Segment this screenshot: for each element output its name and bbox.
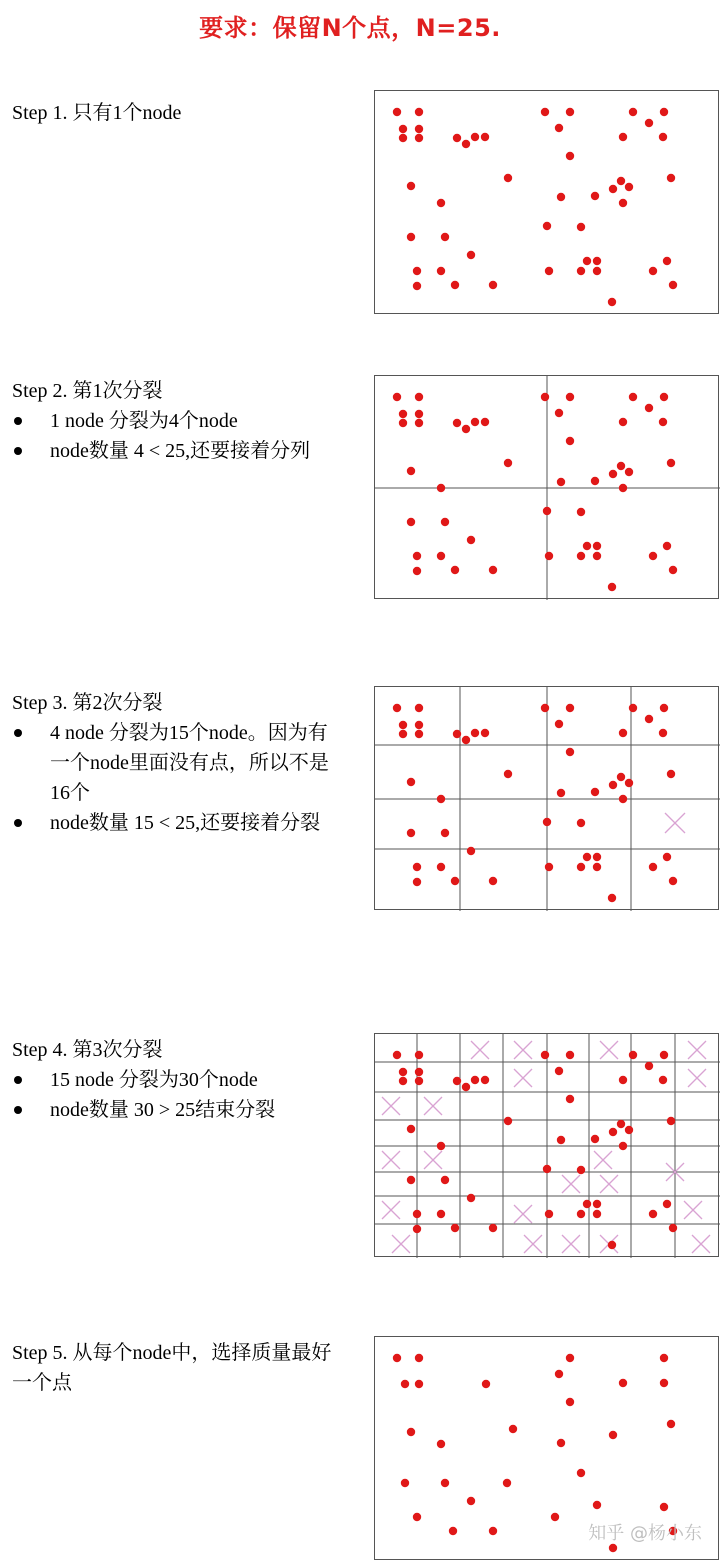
feature-point [489,566,497,574]
step-3-panel [374,686,719,910]
feature-point [413,282,421,290]
feature-point [583,257,591,265]
feature-point [609,1431,617,1439]
feature-point [441,233,449,241]
feature-point [619,1142,627,1150]
feature-point [609,1544,617,1552]
feature-point [543,507,551,515]
feature-point [577,267,585,275]
feature-point [591,477,599,485]
feature-point [659,133,667,141]
feature-point [413,552,421,560]
feature-point [415,1354,423,1362]
feature-point [608,583,616,591]
step-2-text [12,376,347,466]
feature-point [663,257,671,265]
feature-point [625,779,633,787]
feature-point [509,1425,517,1433]
feature-point [415,704,423,712]
feature-point [660,1503,668,1511]
feature-point [625,183,633,191]
feature-point [415,419,423,427]
feature-point [482,1380,490,1388]
feature-point [645,119,653,127]
feature-point [415,1077,423,1085]
feature-point [566,108,574,116]
feature-point [407,1176,415,1184]
feature-point [669,1224,677,1232]
feature-point [453,730,461,738]
step-2-diagram [375,376,720,600]
feature-point [413,1513,421,1521]
feature-point [663,1200,671,1208]
feature-point [451,877,459,885]
feature-point [393,1051,401,1059]
feature-point [577,552,585,560]
feature-point [667,1420,675,1428]
feature-point [660,1379,668,1387]
feature-point [619,484,627,492]
bullet-item: 15 node 分裂为30个node [12,1065,347,1095]
feature-point [591,788,599,796]
feature-point [617,1120,625,1128]
feature-point [555,409,563,417]
feature-point [649,863,657,871]
feature-point [541,1051,549,1059]
feature-point [557,789,565,797]
feature-point [566,748,574,756]
feature-point [629,393,637,401]
feature-point [545,863,553,871]
feature-point [619,418,627,426]
feature-point [413,878,421,886]
feature-point [489,1224,497,1232]
feature-point [481,133,489,141]
feature-point [393,393,401,401]
feature-point [608,1241,616,1249]
feature-point [566,1354,574,1362]
feature-point [504,174,512,182]
feature-point [393,108,401,116]
feature-point [451,281,459,289]
bullet-item: 1 node 分裂为4个node [12,406,347,436]
feature-point [543,818,551,826]
step-heading: Step 4. 第3次分裂 [12,1039,163,1061]
feature-point [667,174,675,182]
feature-point [415,1068,423,1076]
feature-point [608,894,616,902]
feature-point [609,470,617,478]
feature-point [545,267,553,275]
feature-point [462,425,470,433]
feature-point [471,1076,479,1084]
feature-point [619,1379,627,1387]
step-4-text [12,1035,347,1125]
feature-point [577,1166,585,1174]
feature-point [471,729,479,737]
feature-point [557,1136,565,1144]
step-2-panel [374,375,719,599]
feature-point [503,1479,511,1487]
feature-point [667,770,675,778]
bullet-item: 4 node 分裂为15个node。因为有一个node里面没有点，所以不是16个 [12,718,347,808]
bullet-item: node数量 15 < 25,还要接着分裂 [12,808,347,838]
feature-point [545,552,553,560]
step-4-diagram [375,1034,720,1258]
feature-point [451,566,459,574]
feature-point [566,152,574,160]
feature-point [593,1210,601,1218]
feature-point [593,542,601,550]
feature-point [393,704,401,712]
feature-point [437,1142,445,1150]
feature-point [462,140,470,148]
feature-point [669,566,677,574]
feature-point [413,863,421,871]
feature-point [407,518,415,526]
feature-point [437,267,445,275]
feature-point [413,267,421,275]
feature-point [399,410,407,418]
feature-point [407,182,415,190]
feature-point [489,877,497,885]
feature-point [441,1176,449,1184]
feature-point [399,134,407,142]
feature-point [407,778,415,786]
step-heading: Step 1. 只有1个node [12,102,182,124]
feature-point [441,518,449,526]
step-heading: Step 5. 从每个node中，选择质量最好一个点 [12,1342,332,1394]
feature-point [471,133,479,141]
feature-point [593,267,601,275]
feature-point [399,721,407,729]
feature-point [577,863,585,871]
feature-point [577,508,585,516]
feature-point [566,1398,574,1406]
feature-point [629,1051,637,1059]
feature-point [609,1128,617,1136]
bullet-item: node数量 4 < 25,还要接着分列 [12,436,347,466]
feature-point [504,770,512,778]
feature-point [401,1479,409,1487]
step-1-diagram [375,91,720,315]
feature-point [441,1479,449,1487]
feature-point [617,462,625,470]
feature-point [413,1225,421,1233]
feature-point [462,736,470,744]
feature-point [660,108,668,116]
feature-point [462,1083,470,1091]
feature-point [437,552,445,560]
feature-point [566,1095,574,1103]
feature-point [489,281,497,289]
step-3-diagram [375,687,720,911]
feature-point [566,437,574,445]
feature-point [437,199,445,207]
feature-point [659,729,667,737]
feature-point [593,552,601,560]
feature-point [619,133,627,141]
feature-point [591,1135,599,1143]
feature-point [504,459,512,467]
feature-point [660,704,668,712]
feature-point [583,853,591,861]
feature-point [415,410,423,418]
feature-point [555,1067,563,1075]
feature-point [399,125,407,133]
feature-point [649,1210,657,1218]
step-heading: Step 2. 第1次分裂 [12,380,163,402]
feature-point [645,1062,653,1070]
feature-point [629,704,637,712]
feature-point [467,536,475,544]
feature-point [583,1200,591,1208]
feature-point [407,467,415,475]
feature-point [659,1076,667,1084]
feature-point [471,418,479,426]
step-5-text [12,1338,347,1398]
feature-point [407,829,415,837]
feature-point [660,1051,668,1059]
feature-point [441,829,449,837]
feature-point [667,1117,675,1125]
feature-point [617,177,625,185]
feature-point [415,393,423,401]
feature-point [591,192,599,200]
feature-point [669,877,677,885]
feature-point [645,715,653,723]
feature-point [593,1200,601,1208]
feature-point [608,298,616,306]
feature-point [609,781,617,789]
feature-point [619,199,627,207]
feature-point [577,1210,585,1218]
feature-point [557,478,565,486]
feature-point [415,125,423,133]
feature-point [557,193,565,201]
feature-point [551,1513,559,1521]
feature-point [453,419,461,427]
feature-point [649,267,657,275]
feature-point [593,863,601,871]
feature-point [660,393,668,401]
feature-point [593,853,601,861]
feature-point [415,134,423,142]
feature-point [401,1380,409,1388]
feature-point [437,1210,445,1218]
feature-point [393,1354,401,1362]
feature-point [437,1440,445,1448]
watermark: 知乎 @杨小东 [588,1523,702,1544]
step-heading: Step 3. 第2次分裂 [12,692,163,714]
feature-point [413,1210,421,1218]
feature-point [449,1527,457,1535]
feature-point [541,393,549,401]
feature-point [437,795,445,803]
feature-point [504,1117,512,1125]
feature-point [660,1354,668,1362]
feature-point [609,185,617,193]
feature-point [481,729,489,737]
feature-point [415,1051,423,1059]
feature-point [453,134,461,142]
feature-point [659,418,667,426]
feature-point [619,729,627,737]
feature-point [555,1370,563,1378]
feature-point [437,484,445,492]
feature-point [489,1527,497,1535]
feature-point [481,1076,489,1084]
feature-point [669,281,677,289]
feature-point [407,1428,415,1436]
feature-point [545,1210,553,1218]
feature-point [467,1194,475,1202]
feature-point [649,552,657,560]
feature-point [593,257,601,265]
step-1-panel [374,90,719,314]
feature-point [577,1469,585,1477]
feature-point [415,721,423,729]
feature-point [625,1126,633,1134]
feature-point [481,418,489,426]
feature-point [663,853,671,861]
feature-point [667,459,675,467]
feature-point [467,251,475,259]
bullet-item: node数量 30 > 25结束分裂 [12,1095,347,1125]
feature-point [407,1125,415,1133]
feature-point [541,108,549,116]
feature-point [645,404,653,412]
feature-point [577,819,585,827]
page-title: 要求：保留N个点，N=25. [199,14,501,42]
feature-point [555,124,563,132]
feature-point [399,1068,407,1076]
feature-point [557,1439,565,1447]
feature-point [413,567,421,575]
feature-point [543,1165,551,1173]
feature-point [437,863,445,871]
feature-point [541,704,549,712]
feature-point [566,1051,574,1059]
feature-point [583,542,591,550]
feature-point [617,773,625,781]
feature-point [415,108,423,116]
step-4-panel [374,1033,719,1257]
feature-point [453,1077,461,1085]
feature-point [467,847,475,855]
feature-point [663,542,671,550]
feature-point [625,468,633,476]
feature-point [619,795,627,803]
step-3-text [12,688,347,838]
feature-point [629,108,637,116]
feature-point [543,222,551,230]
feature-point [451,1224,459,1232]
feature-point [399,419,407,427]
feature-point [593,1501,601,1509]
feature-point [415,730,423,738]
feature-point [467,1497,475,1505]
feature-point [619,1076,627,1084]
feature-point [577,223,585,231]
feature-point [399,1077,407,1085]
step-1-text [12,98,347,128]
feature-point [399,730,407,738]
feature-point [566,393,574,401]
feature-point [407,233,415,241]
feature-point [566,704,574,712]
feature-point [555,720,563,728]
feature-point [415,1380,423,1388]
